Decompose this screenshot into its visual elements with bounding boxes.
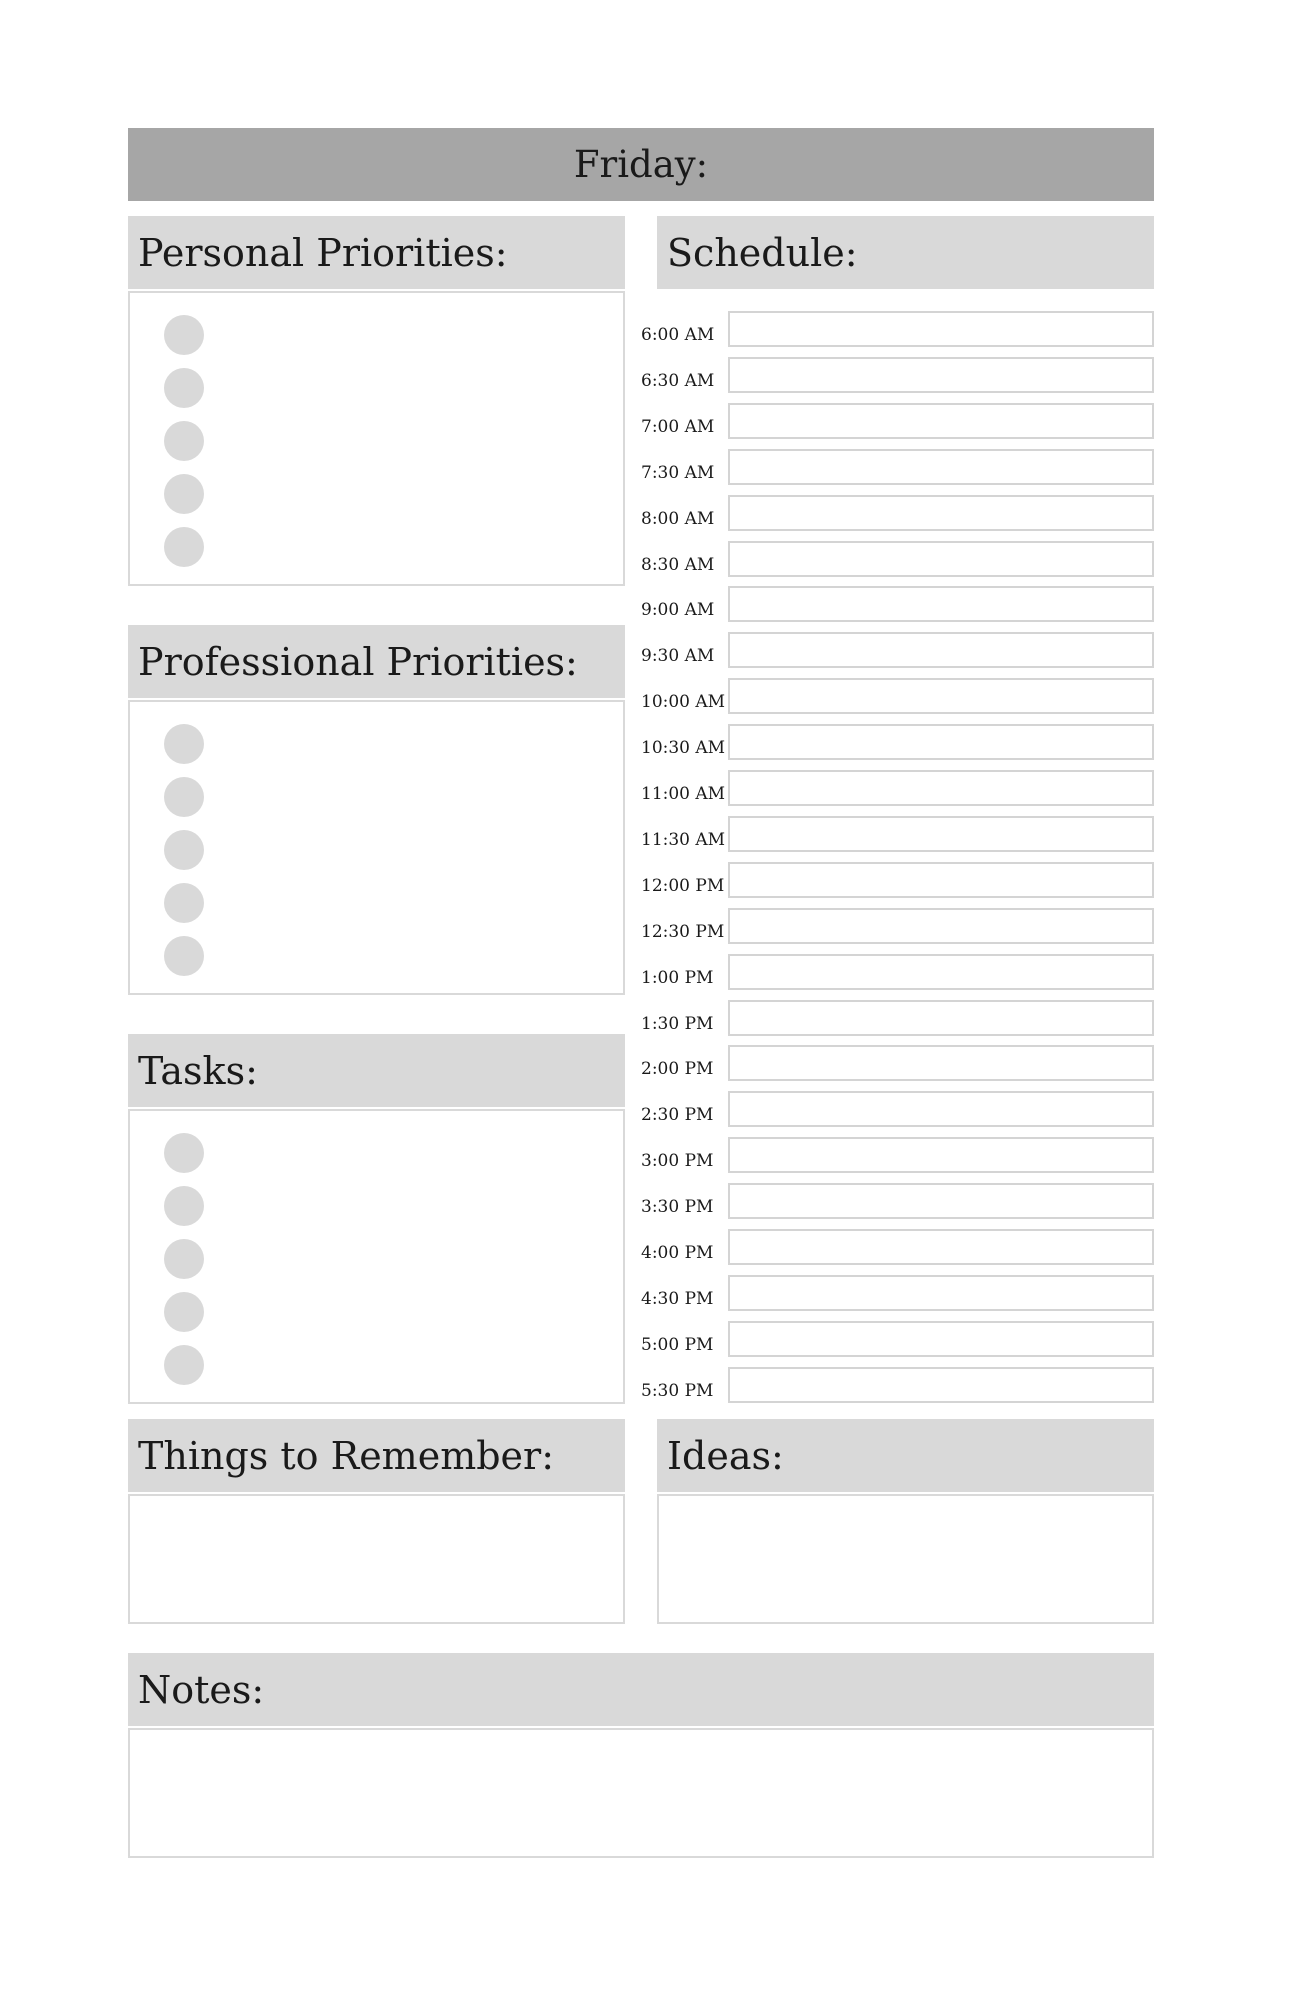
schedule-time-label: 9:30 AM xyxy=(641,646,715,667)
schedule-time-label: 11:30 AM xyxy=(641,829,726,850)
schedule-time-label: 2:00 PM xyxy=(641,1059,714,1080)
schedule-time-label: 2:30 PM xyxy=(641,1105,714,1126)
schedule-time-label: 7:00 AM xyxy=(641,416,715,437)
schedule-time-label: 9:00 AM xyxy=(641,600,715,621)
schedule-time-label: 11:00 AM xyxy=(641,784,726,804)
professional-priorities-title: Professional Priorities: xyxy=(138,639,578,684)
checklist-bullet[interactable] xyxy=(164,527,204,567)
schedule-slot[interactable] xyxy=(728,954,1154,990)
personal-priorities-header xyxy=(128,216,625,289)
schedule-time-label: 5:00 PM xyxy=(641,1334,714,1355)
things-to-remember-box[interactable] xyxy=(128,1494,625,1624)
schedule-slot[interactable] xyxy=(728,1045,1154,1081)
schedule-slot[interactable] xyxy=(728,495,1154,531)
schedule-slot[interactable] xyxy=(728,1229,1154,1265)
schedule-slot[interactable] xyxy=(728,1000,1154,1036)
schedule-slot[interactable] xyxy=(728,1321,1154,1357)
checklist-bullet[interactable] xyxy=(164,936,204,976)
schedule-slot[interactable] xyxy=(728,1183,1154,1219)
notes-header xyxy=(128,1653,1154,1726)
tasks-title: Tasks: xyxy=(138,1048,258,1093)
schedule-time-label: 4:00 PM xyxy=(641,1243,714,1263)
checklist-bullet[interactable] xyxy=(164,830,204,870)
things-to-remember-header xyxy=(128,1419,625,1492)
things-to-remember-title: Things to Remember: xyxy=(138,1433,555,1478)
schedule-header xyxy=(657,216,1154,289)
personal-priorities-box[interactable] xyxy=(128,291,625,586)
personal-priorities-title: Personal Priorities: xyxy=(138,230,508,275)
schedule-time-label: 6:00 AM xyxy=(641,325,715,345)
schedule-slot[interactable] xyxy=(728,632,1154,668)
checklist-bullet[interactable] xyxy=(164,1186,204,1226)
schedule-time-label: 8:30 AM xyxy=(641,554,715,575)
checklist-bullet[interactable] xyxy=(164,421,204,461)
schedule-slot[interactable] xyxy=(728,770,1154,806)
checklist-bullet[interactable] xyxy=(164,883,204,923)
professional-priorities-header xyxy=(128,625,625,698)
schedule-time-label: 3:00 PM xyxy=(641,1151,714,1172)
checklist-bullet[interactable] xyxy=(164,315,204,355)
schedule-time-label: 10:30 AM xyxy=(641,738,726,759)
tasks-box[interactable] xyxy=(128,1109,625,1404)
schedule-slot[interactable] xyxy=(728,541,1154,577)
schedule-time-label: 6:30 AM xyxy=(641,370,715,391)
schedule-time-label: 1:00 PM xyxy=(641,967,714,988)
schedule-slot[interactable] xyxy=(728,357,1154,393)
notes-box[interactable] xyxy=(128,1728,1154,1858)
schedule-time-label: 8:00 AM xyxy=(641,508,715,529)
professional-priorities-box[interactable] xyxy=(128,700,625,995)
day-title: Friday: xyxy=(573,143,709,186)
schedule-slot[interactable] xyxy=(728,816,1154,852)
schedule-time-label: 5:30 PM xyxy=(641,1380,714,1401)
day-banner xyxy=(128,128,1154,201)
checklist-bullet[interactable] xyxy=(164,368,204,408)
schedule-time-label: 12:00 PM xyxy=(641,875,725,896)
schedule-slot[interactable] xyxy=(728,862,1154,898)
checklist-bullet[interactable] xyxy=(164,474,204,514)
schedule-slot[interactable] xyxy=(728,724,1154,760)
schedule-slot[interactable] xyxy=(728,403,1154,439)
schedule-time-label: 4:30 PM xyxy=(641,1288,714,1309)
notes-title: Notes: xyxy=(138,1667,265,1712)
schedule-slot[interactable] xyxy=(728,449,1154,485)
tasks-header xyxy=(128,1034,625,1107)
checklist-bullet[interactable] xyxy=(164,777,204,817)
checklist-bullet[interactable] xyxy=(164,724,204,764)
schedule-time-label: 12:30 PM xyxy=(641,921,725,942)
checklist-bullet[interactable] xyxy=(164,1133,204,1173)
schedule-slot[interactable] xyxy=(728,1137,1154,1173)
ideas-header xyxy=(657,1419,1154,1492)
schedule-slot[interactable] xyxy=(728,678,1154,714)
schedule-title: Schedule: xyxy=(667,230,858,275)
schedule-slot[interactable] xyxy=(728,311,1154,347)
schedule-time-label: 3:30 PM xyxy=(641,1197,714,1218)
ideas-title: Ideas: xyxy=(667,1433,784,1478)
checklist-bullet[interactable] xyxy=(164,1239,204,1279)
schedule-time-label: 10:00 AM xyxy=(641,692,726,713)
checklist-bullet[interactable] xyxy=(164,1345,204,1385)
ideas-box[interactable] xyxy=(657,1494,1154,1624)
schedule-time-label: 7:30 AM xyxy=(641,462,715,483)
schedule-time-label: 1:30 PM xyxy=(641,1013,714,1034)
schedule-slot[interactable] xyxy=(728,1275,1154,1311)
schedule-slot[interactable] xyxy=(728,1091,1154,1127)
schedule-slot[interactable] xyxy=(728,1367,1154,1403)
schedule-slot[interactable] xyxy=(728,908,1154,944)
checklist-bullet[interactable] xyxy=(164,1292,204,1332)
schedule-slot[interactable] xyxy=(728,586,1154,622)
